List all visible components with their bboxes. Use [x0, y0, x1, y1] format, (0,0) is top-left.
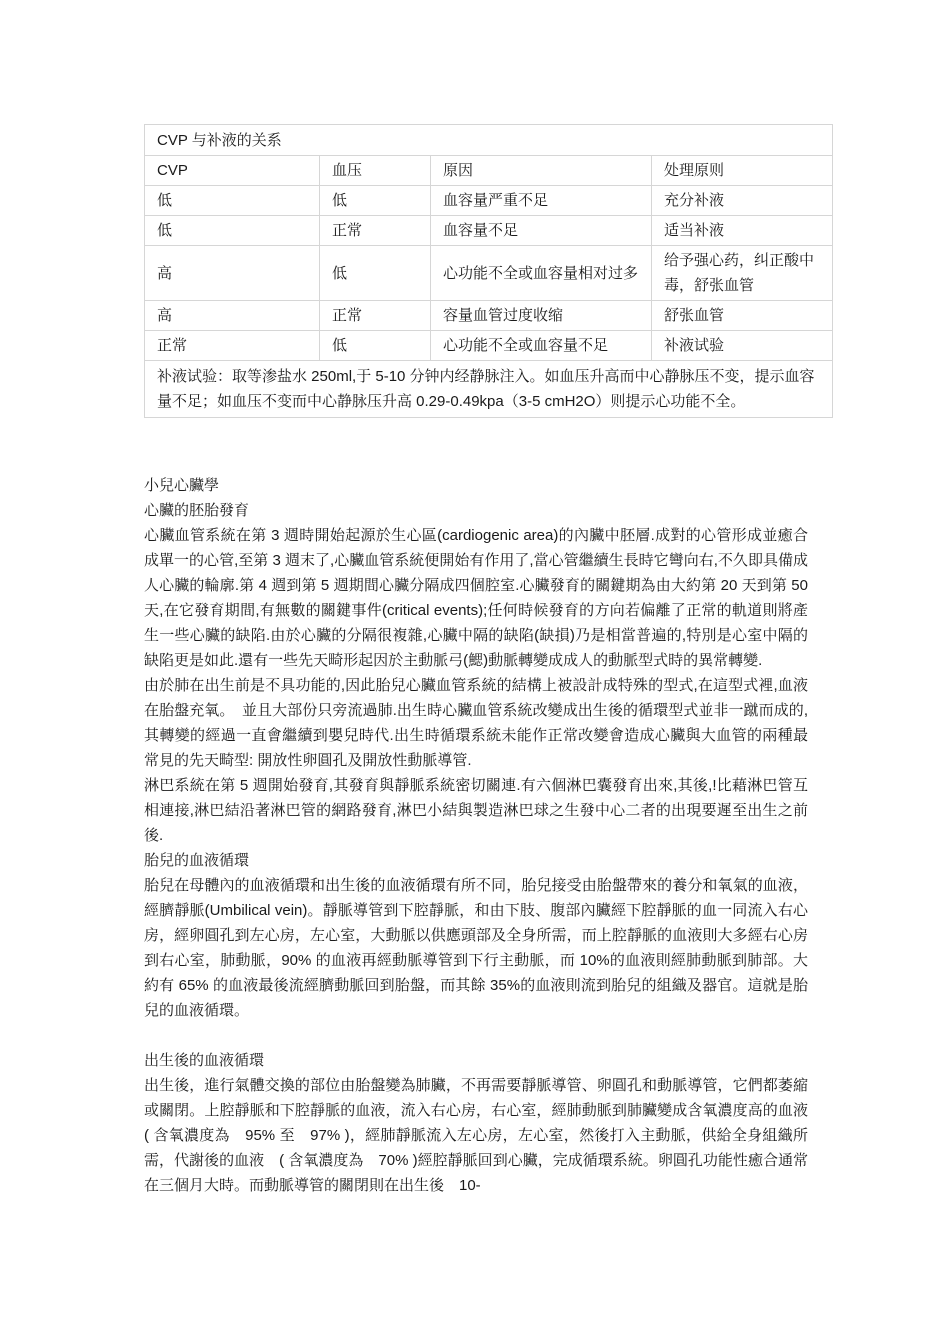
table-row: [145, 216, 833, 246]
table-header-cell: 原因: [431, 156, 652, 186]
section-heading: 心臟的胚胎發育: [144, 502, 250, 519]
table-cell: 正常: [145, 331, 320, 361]
table-cell: 低: [145, 186, 320, 216]
table-header-row: [145, 156, 833, 186]
table-cell: 心功能不全或血容量不足: [431, 331, 652, 361]
table-cell: 血容量不足: [431, 216, 652, 246]
table-cell: 低: [320, 331, 431, 361]
table-row: [145, 186, 833, 216]
article-title: 小兒心臟學: [144, 477, 220, 494]
table-header-cell: 处理原则: [652, 156, 833, 186]
table-cell: 血容量严重不足: [431, 186, 652, 216]
table-title-row: [145, 125, 833, 156]
table-header-cell: CVP: [145, 156, 320, 186]
table-header-cell: 血压: [320, 156, 431, 186]
table-cell: 低: [145, 216, 320, 246]
table-cell: 高: [145, 301, 320, 331]
table-cell: 正常: [320, 301, 431, 331]
paragraph: 淋巴系統在第 5 週開始發育,其發育與靜脈系統密切關連.有六個淋巴囊發育出來,其後,!比藉淋巴管互相連接,淋巴結沿著淋巴管的網路發育,淋巴小結與製造淋巴球之生發中心二者的出現要遲至出生之前後.: [144, 777, 808, 844]
paragraph: 出生後，進行氣體交換的部位由胎盤變為肺臟，不再需要靜脈導管、卵圓孔和動脈導管，它們都萎縮或關閉。上腔靜脈和下腔靜脈的血液，流入右心房，右心室，經肺動脈到肺臟變成含氧濃度高的血液( 含氧濃度為 95% 至 97% )，經肺靜脈流入左心房，左心室，然後打入主動脈，供給全身組織所需，代謝後的血液 ( 含氧濃度為 70% )經腔靜脈回到心臟，完成循環系統。卵圓孔功能性癒合通常在三個月大時。而動脈導管的關閉則在出生後 10-: [144, 1077, 808, 1194]
table-cell: 适当补液: [652, 216, 833, 246]
paragraph: 由於肺在出生前是不具功能的,因此胎兒心臟血管系統的結構上被設計成特殊的型式,在這型式裡,血液在胎盤充氧。 並且大部份只旁流過肺.出生時心臟血管系統改變成出生後的循環型式並非一蹴而成的,其轉變的經過一直會繼續到嬰兒時代.出生時循環系統未能作正常改變會造成心臟與大血管的兩種最常見的先天畸型: 開放性卵圓孔及開放性動脈導管.: [144, 677, 808, 769]
table-note-row: [145, 361, 833, 418]
section-heading: 胎兒的血液循環: [144, 852, 250, 869]
table-cell: 给予强心药，纠正酸中毒，舒张血管: [652, 246, 833, 301]
table-row: [145, 301, 833, 331]
table-cell: 低: [320, 246, 431, 301]
table-cell: 低: [320, 186, 431, 216]
table-title: CVP 与补液的关系: [145, 125, 833, 156]
table-cell: 正常: [320, 216, 431, 246]
table-cell: 补液试验: [652, 331, 833, 361]
paragraph: 心臟血管系統在第 3 週時開始起源於生心區(cardiogenic area)的內臟中胚層.成對的心管形成並癒合成單一的心管,至第 3 週末了,心臟血管系統便開始有作用了,當心管繼續生長時它彎向右,不久即具備成人心臟的輪廓.第 4 週到第 5 週期間心臟分隔成四個腔室.心臟發育的關鍵期為由大約第 20 天到第 50 天,在它發育期間,有無數的關鍵事件(critical events);任何時候發育的方向若偏離了正常的軌道則將產生一些心臟的缺陷.由於心臟的分隔很複雜,心臟中隔的缺陷(缺損)乃是相當普遍的,特別是心室中隔的缺陷更是如此.還有一些先天畸形起因於主動脈弓(鰓)動脈轉變成成人的動脈型式時的異常轉變.: [144, 527, 808, 669]
table-cell: 充分补液: [652, 186, 833, 216]
section-heading: 出生後的血液循環: [144, 1052, 265, 1069]
table-cell: 舒张血管: [652, 301, 833, 331]
table-row: [145, 331, 833, 361]
paragraph: 胎兒在母體內的血液循環和出生後的血液循環有所不同，胎兒接受由胎盤帶來的養分和氧氣的血液，經臍靜脈(Umbilical vein)。靜脈導管到下腔靜脈，和由下肢、腹部內臟經下腔靜脈的血一同流入右心房，經卵圓孔到左心房，左心室，大動脈以供應頭部及全身所需，而上腔靜脈的血液則大多經右心房到右心室，肺動脈，90% 的血液再經動脈導管到下行主動脈，而 10%的血液則經肺動脈到肺部。大約有 65% 的血液最後流經臍動脈回到胎盤，而其餘 35%的血液則流到胎兒的組織及器官。這就是胎兒的血液循環。: [144, 877, 808, 1019]
table-cell: 容量血管过度收缩: [431, 301, 652, 331]
table-note: 补液试验：取等渗盐水 250ml,于 5-10 分钟内经静脉注入。如血压升高而中心静脉压不变，提示血容量不足；如血压不变而中心静脉压升高 0.29-0.49kpa（3-5 cmH2O）则提示心功能不全。: [145, 361, 833, 418]
cvp-fluid-table: [144, 124, 833, 418]
table-row: [145, 246, 833, 301]
article-body: [144, 473, 808, 1198]
table-cell: 心功能不全或血容量相对过多: [431, 246, 652, 301]
table-cell: 高: [145, 246, 320, 301]
